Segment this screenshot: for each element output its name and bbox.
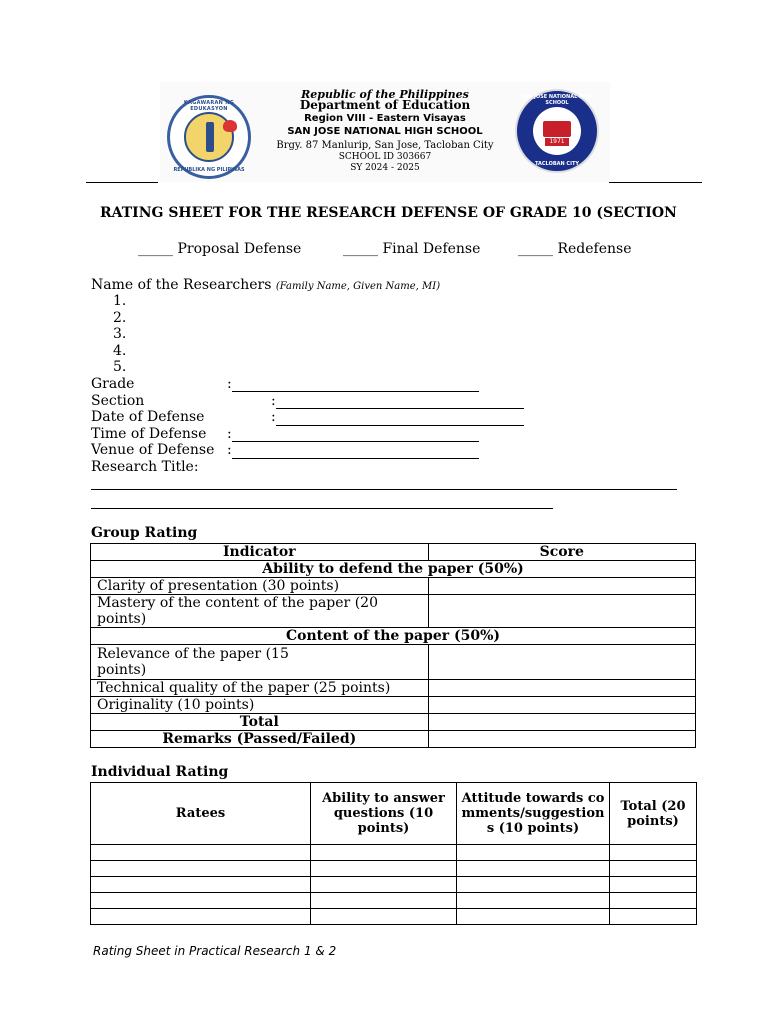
researcher-number: 1. bbox=[113, 293, 127, 309]
ratees-header: Ratees bbox=[91, 783, 311, 845]
ability-cell[interactable] bbox=[311, 845, 457, 861]
indicator-cell: Relevance of the paper (15 points) bbox=[91, 645, 429, 680]
researcher-number: 2. bbox=[113, 310, 127, 326]
grade-label: Grade bbox=[91, 376, 135, 392]
venue-label: Venue of Defense bbox=[91, 442, 215, 458]
ability-cell[interactable] bbox=[311, 861, 457, 877]
proposal-defense-option[interactable]: _____ Proposal Defense bbox=[138, 241, 302, 257]
school-name: SAN JOSE NATIONAL HIGH SCHOOL bbox=[287, 126, 483, 137]
total-cell[interactable] bbox=[610, 845, 697, 861]
researchers-hint: (Family Name, Given Name, MI) bbox=[275, 281, 441, 292]
ability-cell[interactable] bbox=[311, 909, 457, 925]
ratee-cell[interactable] bbox=[91, 861, 311, 877]
school-seal-ring-top: SAN JOSE NATIONAL HIGH SCHOOL bbox=[520, 94, 594, 106]
total-cell[interactable] bbox=[610, 861, 697, 877]
grade-input-line[interactable] bbox=[232, 391, 479, 392]
ratee-cell[interactable] bbox=[91, 845, 311, 861]
group-rating-table bbox=[90, 543, 696, 748]
table-row bbox=[91, 861, 697, 877]
total-points-header: Total (20 points) bbox=[610, 783, 697, 845]
section-colon: : bbox=[271, 393, 276, 409]
score-cell[interactable] bbox=[428, 595, 695, 628]
time-label: Time of Defense bbox=[91, 426, 207, 442]
indicator-cell: Clarity of presentation (30 points) bbox=[91, 578, 429, 595]
redefense-option[interactable]: _____ Redefense bbox=[518, 241, 632, 257]
school-year: SY 2024 - 2025 bbox=[350, 163, 420, 173]
grade-colon: : bbox=[227, 376, 232, 392]
attitude-cell[interactable] bbox=[457, 861, 610, 877]
researchers-label: Name of the Researchers (Family Name, Given Name, MI) bbox=[91, 277, 441, 293]
book-icon bbox=[543, 121, 571, 137]
deped-seal-ring-bottom: REPUBLIKA NG PILIPINAS bbox=[173, 167, 245, 173]
remarks-label: Remarks (Passed/Failed) bbox=[91, 731, 429, 748]
date-colon: : bbox=[271, 409, 276, 425]
torch-icon bbox=[206, 122, 214, 152]
ratee-cell[interactable] bbox=[91, 877, 311, 893]
page-title: RATING SHEET FOR THE RESEARCH DEFENSE OF GRADE 10 (SECTION bbox=[100, 205, 677, 221]
republic-line: Republic of the Philippines bbox=[301, 88, 469, 101]
total-cell[interactable] bbox=[610, 893, 697, 909]
score-cell[interactable] bbox=[428, 697, 695, 714]
individual-rating-heading: Individual Rating bbox=[91, 764, 229, 780]
table-row bbox=[91, 877, 697, 893]
section-content-header: Content of the paper (50%) bbox=[91, 628, 696, 645]
researcher-number: 4. bbox=[113, 343, 127, 359]
total-score-cell[interactable] bbox=[428, 714, 695, 731]
total-label: Total bbox=[91, 714, 429, 731]
attitude-cell[interactable] bbox=[457, 877, 610, 893]
attitude-cell[interactable] bbox=[457, 909, 610, 925]
researcher-number: 3. bbox=[113, 326, 127, 342]
section-ability-header: Ability to defend the paper (50%) bbox=[91, 561, 696, 578]
research-title-line-2[interactable] bbox=[91, 508, 553, 509]
table-row bbox=[91, 845, 697, 861]
total-cell[interactable] bbox=[610, 909, 697, 925]
venue-colon: : bbox=[227, 442, 232, 458]
indicator-cell: Mastery of the content of the paper (20 points) bbox=[91, 595, 429, 628]
school-seal-year: 1971 bbox=[545, 138, 569, 146]
header-rule-right bbox=[609, 182, 702, 183]
deped-seal-logo bbox=[167, 95, 251, 179]
school-id: SCHOOL ID 303667 bbox=[338, 152, 432, 162]
time-input-line[interactable] bbox=[232, 441, 479, 442]
table-row bbox=[91, 909, 697, 925]
date-input-line[interactable] bbox=[276, 425, 524, 426]
school-seal-logo bbox=[515, 89, 599, 173]
score-cell[interactable] bbox=[428, 578, 695, 595]
score-cell[interactable] bbox=[428, 680, 695, 697]
school-address: Brgy. 87 Manlurip, San Jose, Tacloban City bbox=[276, 140, 494, 151]
indicator-cell: Technical quality of the paper (25 points) bbox=[91, 680, 429, 697]
venue-input-line[interactable] bbox=[232, 458, 479, 459]
remarks-cell[interactable] bbox=[428, 731, 695, 748]
research-title-label: Research Title: bbox=[91, 459, 199, 475]
indicator-header: Indicator bbox=[91, 544, 429, 561]
time-colon: : bbox=[227, 426, 232, 442]
ability-cell[interactable] bbox=[311, 877, 457, 893]
individual-rating-table bbox=[90, 782, 697, 925]
date-label: Date of Defense bbox=[91, 409, 205, 425]
section-input-line[interactable] bbox=[276, 408, 524, 409]
ratee-cell[interactable] bbox=[91, 893, 311, 909]
department-line: Department of Education bbox=[299, 98, 471, 112]
researcher-number: 5. bbox=[113, 359, 127, 375]
header-rule-left bbox=[86, 182, 158, 183]
final-defense-option[interactable]: _____ Final Defense bbox=[343, 241, 481, 257]
attitude-cell[interactable] bbox=[457, 893, 610, 909]
group-rating-heading: Group Rating bbox=[91, 525, 198, 541]
indicator-cell: Originality (10 points) bbox=[91, 697, 429, 714]
region-line: Region VIII - Eastern Visayas bbox=[304, 113, 466, 124]
page-footer: Rating Sheet in Practical Research 1 & 2 bbox=[93, 944, 337, 958]
section-label: Section bbox=[91, 393, 145, 409]
attitude-cell[interactable] bbox=[457, 845, 610, 861]
deped-seal-ring-top: KAGAWARAN NG EDUKASYON bbox=[183, 100, 235, 112]
score-header: Score bbox=[428, 544, 695, 561]
school-seal-ring-bottom: TACLOBAN CITY bbox=[535, 161, 579, 167]
ability-header: Ability to answer questions (10 points) bbox=[311, 783, 457, 845]
research-title-line-1[interactable] bbox=[91, 489, 677, 490]
table-row bbox=[91, 893, 697, 909]
ratee-cell[interactable] bbox=[91, 909, 311, 925]
score-cell[interactable] bbox=[428, 645, 695, 680]
ability-cell[interactable] bbox=[311, 893, 457, 909]
total-cell[interactable] bbox=[610, 877, 697, 893]
attitude-header: Attitude towards comments/suggestions (10 points) bbox=[457, 783, 610, 845]
